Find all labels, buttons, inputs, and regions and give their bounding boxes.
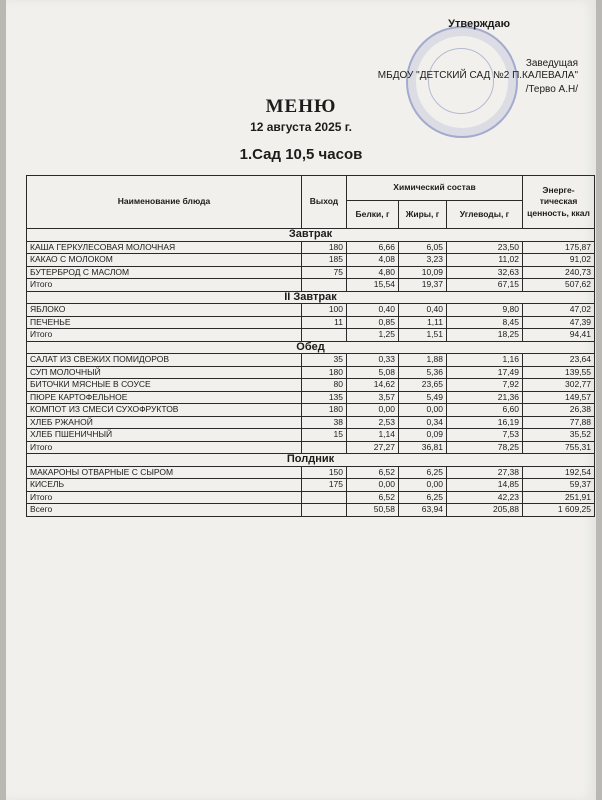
dish-energy: 35,52 [523, 429, 595, 442]
total-energy: 507,62 [523, 279, 595, 292]
grand-total-carbs: 205,88 [447, 504, 523, 517]
table-row [27, 316, 595, 329]
dish-name: ПЮРЕ КАРТОФЕЛЬНОЕ [27, 391, 302, 404]
total-fat: 19,37 [399, 279, 447, 292]
menu-table [26, 175, 595, 517]
total-carbs: 67,15 [447, 279, 523, 292]
dish-yield: 180 [302, 366, 347, 379]
header-energy: Энерге-тическая ценность, ккал [523, 176, 595, 229]
dish-name: ЯБЛОКО [27, 304, 302, 317]
dish-energy: 26,38 [523, 404, 595, 417]
menu-subtitle: 1.Сад 10,5 часов [239, 146, 363, 163]
total-yield-empty [302, 329, 347, 342]
dish-energy: 139,55 [523, 366, 595, 379]
dish-name: МАКАРОНЫ ОТВАРНЫЕ С СЫРОМ [27, 466, 302, 479]
dish-energy: 47,39 [523, 316, 595, 329]
table-row [27, 391, 595, 404]
dish-fat: 0,00 [399, 479, 447, 492]
dish-yield: 135 [302, 391, 347, 404]
total-label: Итого [27, 441, 302, 454]
table-row [27, 241, 595, 254]
dish-carbs: 8,45 [447, 316, 523, 329]
table-row [27, 404, 595, 417]
header-name: Наименование блюда [27, 176, 302, 229]
table-row [27, 466, 595, 479]
total-protein: 1,25 [347, 329, 399, 342]
menu-date: 12 августа 2025 г. [250, 120, 352, 134]
approval-label: Утверждаю [448, 18, 510, 30]
grand-total-fat: 63,94 [399, 504, 447, 517]
table-row [27, 429, 595, 442]
total-label: Итого [27, 279, 302, 292]
approval-director: /Терво А.Н/ [525, 84, 578, 95]
dish-energy: 175,87 [523, 241, 595, 254]
grand-total-yield-empty [302, 504, 347, 517]
header-carbs: Углеводы, г [447, 201, 523, 229]
dish-fat: 0,40 [399, 304, 447, 317]
section-total-row [27, 491, 595, 504]
dish-fat: 10,09 [399, 266, 447, 279]
total-energy: 755,31 [523, 441, 595, 454]
dish-yield: 15 [302, 429, 347, 442]
dish-yield: 38 [302, 416, 347, 429]
dish-name: БУТЕРБРОД С МАСЛОМ [27, 266, 302, 279]
total-carbs: 42,23 [447, 491, 523, 504]
total-energy: 251,91 [523, 491, 595, 504]
dish-energy: 240,73 [523, 266, 595, 279]
total-carbs: 18,25 [447, 329, 523, 342]
dish-protein: 0,85 [347, 316, 399, 329]
header-chem: Химический состав [347, 176, 523, 201]
table-row [27, 479, 595, 492]
dish-protein: 0,40 [347, 304, 399, 317]
dish-yield: 185 [302, 254, 347, 267]
section-header [27, 291, 595, 304]
dish-name: ПЕЧЕНЬЕ [27, 316, 302, 329]
header-yield: Выход [302, 176, 347, 229]
dish-fat: 1,88 [399, 354, 447, 367]
approval-position: Заведущая [525, 58, 578, 69]
dish-energy: 77,88 [523, 416, 595, 429]
total-protein: 15,54 [347, 279, 399, 292]
dish-protein: 5,08 [347, 366, 399, 379]
dish-protein: 6,52 [347, 466, 399, 479]
total-fat: 6,25 [399, 491, 447, 504]
section-name: II Завтрак [27, 291, 595, 304]
approval-organization: МБДОУ "ДЕТСКИЙ САД №2 П.КАЛЕВАЛА" [377, 70, 578, 81]
grand-total-protein: 50,58 [347, 504, 399, 517]
dish-yield: 75 [302, 266, 347, 279]
section-header [27, 341, 595, 354]
dish-carbs: 16,19 [447, 416, 523, 429]
dish-energy: 192,54 [523, 466, 595, 479]
dish-fat: 3,23 [399, 254, 447, 267]
dish-energy: 59,37 [523, 479, 595, 492]
total-protein: 27,27 [347, 441, 399, 454]
dish-fat: 0,00 [399, 404, 447, 417]
table-row [27, 354, 595, 367]
dish-yield: 35 [302, 354, 347, 367]
dish-carbs: 21,36 [447, 391, 523, 404]
dish-protein: 0,00 [347, 479, 399, 492]
dish-name: ХЛЕБ ПШЕНИЧНЫЙ [27, 429, 302, 442]
dish-protein: 4,80 [347, 266, 399, 279]
dish-name: САЛАТ ИЗ СВЕЖИХ ПОМИДОРОВ [27, 354, 302, 367]
dish-carbs: 32,63 [447, 266, 523, 279]
dish-name: КИСЕЛЬ [27, 479, 302, 492]
dish-energy: 149,57 [523, 391, 595, 404]
dish-carbs: 14,85 [447, 479, 523, 492]
total-label: Итого [27, 329, 302, 342]
total-yield-empty [302, 279, 347, 292]
dish-protein: 0,00 [347, 404, 399, 417]
table-row [27, 254, 595, 267]
dish-protein: 3,57 [347, 391, 399, 404]
table-row [27, 366, 595, 379]
page-title: МЕНЮ [265, 96, 337, 117]
dish-protein: 0,33 [347, 354, 399, 367]
dish-carbs: 23,50 [447, 241, 523, 254]
section-name: Полдник [27, 454, 595, 467]
dish-yield: 80 [302, 379, 347, 392]
dish-fat: 6,05 [399, 241, 447, 254]
header-protein: Белки, г [347, 201, 399, 229]
total-protein: 6,52 [347, 491, 399, 504]
dish-yield: 150 [302, 466, 347, 479]
dish-carbs: 7,92 [447, 379, 523, 392]
dish-protein: 2,53 [347, 416, 399, 429]
dish-fat: 6,25 [399, 466, 447, 479]
total-fat: 1,51 [399, 329, 447, 342]
menu-table-body [27, 229, 595, 517]
dish-carbs: 27,38 [447, 466, 523, 479]
dish-fat: 5,36 [399, 366, 447, 379]
grand-total-energy: 1 609,25 [523, 504, 595, 517]
dish-carbs: 11,02 [447, 254, 523, 267]
dish-energy: 47,02 [523, 304, 595, 317]
dish-carbs: 7,53 [447, 429, 523, 442]
dish-fat: 1,11 [399, 316, 447, 329]
dish-name: ХЛЕБ РЖАНОЙ [27, 416, 302, 429]
dish-yield: 180 [302, 241, 347, 254]
dish-yield: 180 [302, 404, 347, 417]
total-yield-empty [302, 441, 347, 454]
dish-carbs: 17,49 [447, 366, 523, 379]
dish-energy: 302,77 [523, 379, 595, 392]
dish-name: СУП МОЛОЧНЫЙ [27, 366, 302, 379]
table-row [27, 304, 595, 317]
dish-name: БИТОЧКИ МЯСНЫЕ В СОУСЕ [27, 379, 302, 392]
total-label: Итого [27, 491, 302, 504]
dish-protein: 4,08 [347, 254, 399, 267]
dish-fat: 5,49 [399, 391, 447, 404]
grand-total-row [27, 504, 595, 517]
dish-yield: 175 [302, 479, 347, 492]
dish-carbs: 9,80 [447, 304, 523, 317]
dish-protein: 14,62 [347, 379, 399, 392]
dish-protein: 6,66 [347, 241, 399, 254]
dish-fat: 23,65 [399, 379, 447, 392]
dish-carbs: 1,16 [447, 354, 523, 367]
table-row [27, 266, 595, 279]
table-row [27, 379, 595, 392]
total-fat: 36,81 [399, 441, 447, 454]
dish-protein: 1,14 [347, 429, 399, 442]
dish-energy: 91,02 [523, 254, 595, 267]
grand-total-label: Всего [27, 504, 302, 517]
total-yield-empty [302, 491, 347, 504]
section-total-row [27, 441, 595, 454]
dish-yield: 100 [302, 304, 347, 317]
section-name: Обед [27, 341, 595, 354]
section-name: Завтрак [27, 229, 595, 242]
dish-carbs: 6,60 [447, 404, 523, 417]
section-header [27, 229, 595, 242]
dish-fat: 0,09 [399, 429, 447, 442]
section-total-row [27, 329, 595, 342]
total-carbs: 78,25 [447, 441, 523, 454]
header-fat: Жиры, г [399, 201, 447, 229]
total-energy: 94,41 [523, 329, 595, 342]
dish-name: КОМПОТ ИЗ СМЕСИ СУХОФРУКТОВ [27, 404, 302, 417]
dish-name: КАКАО С МОЛОКОМ [27, 254, 302, 267]
section-header [27, 454, 595, 467]
dish-energy: 23,64 [523, 354, 595, 367]
section-total-row [27, 279, 595, 292]
dish-fat: 0,34 [399, 416, 447, 429]
dish-yield: 11 [302, 316, 347, 329]
table-row [27, 416, 595, 429]
dish-name: КАША ГЕРКУЛЕСОВАЯ МОЛОЧНАЯ [27, 241, 302, 254]
